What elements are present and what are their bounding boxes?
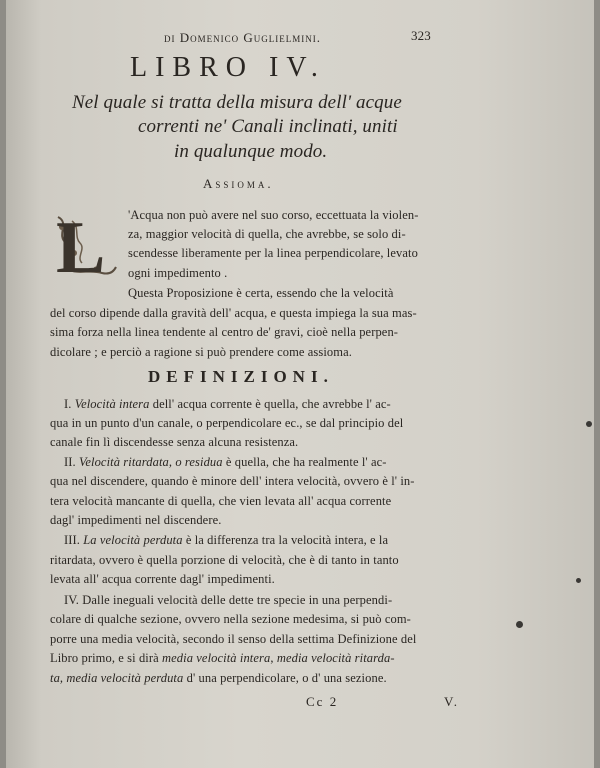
ink-spot — [586, 421, 592, 427]
definition-3-line: levata all' acqua corrente dagl' impedimenti. — [50, 572, 275, 586]
axiom-heading: Assioma. — [203, 176, 274, 191]
ink-spot — [516, 621, 523, 628]
book-title: LIBRO IV. — [130, 52, 326, 83]
definition-4-line: IV. Dalle ineguali velocità delle dette tre specie in una perpendi- — [64, 593, 393, 607]
subtitle-line: correnti ne' Canali inclinati, uniti — [138, 116, 398, 137]
definition-text: , — [270, 651, 274, 665]
definition-4-line — [50, 671, 387, 686]
book-page — [6, 0, 594, 768]
axiom-text: scendesse liberamente per la linea perpendicolare, levato — [128, 246, 418, 260]
definition-1-line: canale fin lì discendesse senza alcuna resistenza. — [50, 435, 299, 449]
definition-3-line: ritardata, ovvero è quella porzione di velocità, che è di tanto in tanto — [50, 553, 399, 567]
definition-4-line — [50, 651, 395, 666]
definition-2-line — [64, 455, 387, 470]
definition-4-line: porre una media velocità, secondo il senso della settima Definizione del — [50, 632, 417, 646]
definition-number: II. — [64, 455, 76, 469]
definition-2-line: qua nel discendere, quando è minore dell' intera velocità, ovvero è l' in- — [50, 474, 415, 488]
axiom-text: za, maggior velocità di quella, che avrebbe, se solo di- — [128, 227, 406, 241]
definition-term: media velocità ritarda- — [276, 651, 395, 665]
ornamental-dropcap — [50, 207, 120, 289]
proposition-line: sima forza nella linea tendente al centro de' gravi, cioè nella perpen- — [50, 325, 399, 339]
definition-term: media velocità intera — [162, 651, 271, 665]
proposition-line: dicolare ; e perciò a ragione si può prendere come assioma. — [50, 345, 352, 359]
definition-text: Libro primo, e si dirà — [50, 651, 159, 665]
definition-term: La velocità perduta — [83, 533, 183, 547]
proposition-line: del corso dipende dalla gravità dell' acqua, e questa impiega la sua mas- — [50, 306, 417, 320]
definition-term: Velocità intera — [74, 397, 150, 411]
ink-spot — [576, 578, 581, 583]
definition-text: dell' acqua corrente è quella, che avrebbe l' ac- — [152, 397, 391, 411]
definition-2-line: dagl' impedimenti nel discendere. — [50, 513, 222, 527]
axiom-line — [128, 246, 434, 261]
proposition-line: Questa Proposizione è certa, essendo che la velocità — [128, 286, 394, 300]
definition-term: ta, media velocità perduta — [50, 671, 184, 685]
definition-text: è la differenza tra la velocità intera, e la — [185, 533, 389, 547]
definition-1-line — [64, 397, 391, 412]
definition-3-line — [64, 533, 388, 548]
definition-2-line: tera velocità mancante di quella, che vien levata all' acqua corrente — [50, 494, 392, 508]
page-number: 323 — [411, 28, 431, 43]
catchword: V. — [444, 694, 459, 709]
definition-term: Velocità ritardata, o residua — [79, 455, 223, 469]
definition-1-line: qua in un punto d'un canale, o perpendicolare ec., se dal principio del — [50, 416, 404, 430]
definition-number: I. — [64, 397, 72, 411]
axiom-line — [128, 208, 434, 223]
definition-4-line: colare di qualche sezione, ovvero nella sezione medesima, si può com- — [50, 612, 411, 626]
definition-text: è quella, che ha realmente l' ac- — [225, 455, 387, 469]
running-header: di Domenico Guglielmini. — [164, 30, 322, 45]
definition-number: III. — [64, 533, 81, 547]
axiom-line — [128, 227, 434, 242]
subtitle-line: Nel quale si tratta della misura dell' acque — [72, 92, 402, 113]
signature-mark: Cc 2 — [306, 694, 339, 709]
dropcap-letter: L — [56, 207, 106, 289]
axiom-text: 'Acqua non può avere nel suo corso, eccettuata la violen- — [128, 208, 419, 222]
axiom-line: ogni impedimento . — [128, 266, 228, 280]
subtitle-line: in qualunque modo. — [174, 141, 328, 162]
definition-text: d' una perpendicolare, o d' una sezione. — [186, 671, 387, 685]
definitions-heading: DEFINIZIONI. — [148, 367, 334, 386]
